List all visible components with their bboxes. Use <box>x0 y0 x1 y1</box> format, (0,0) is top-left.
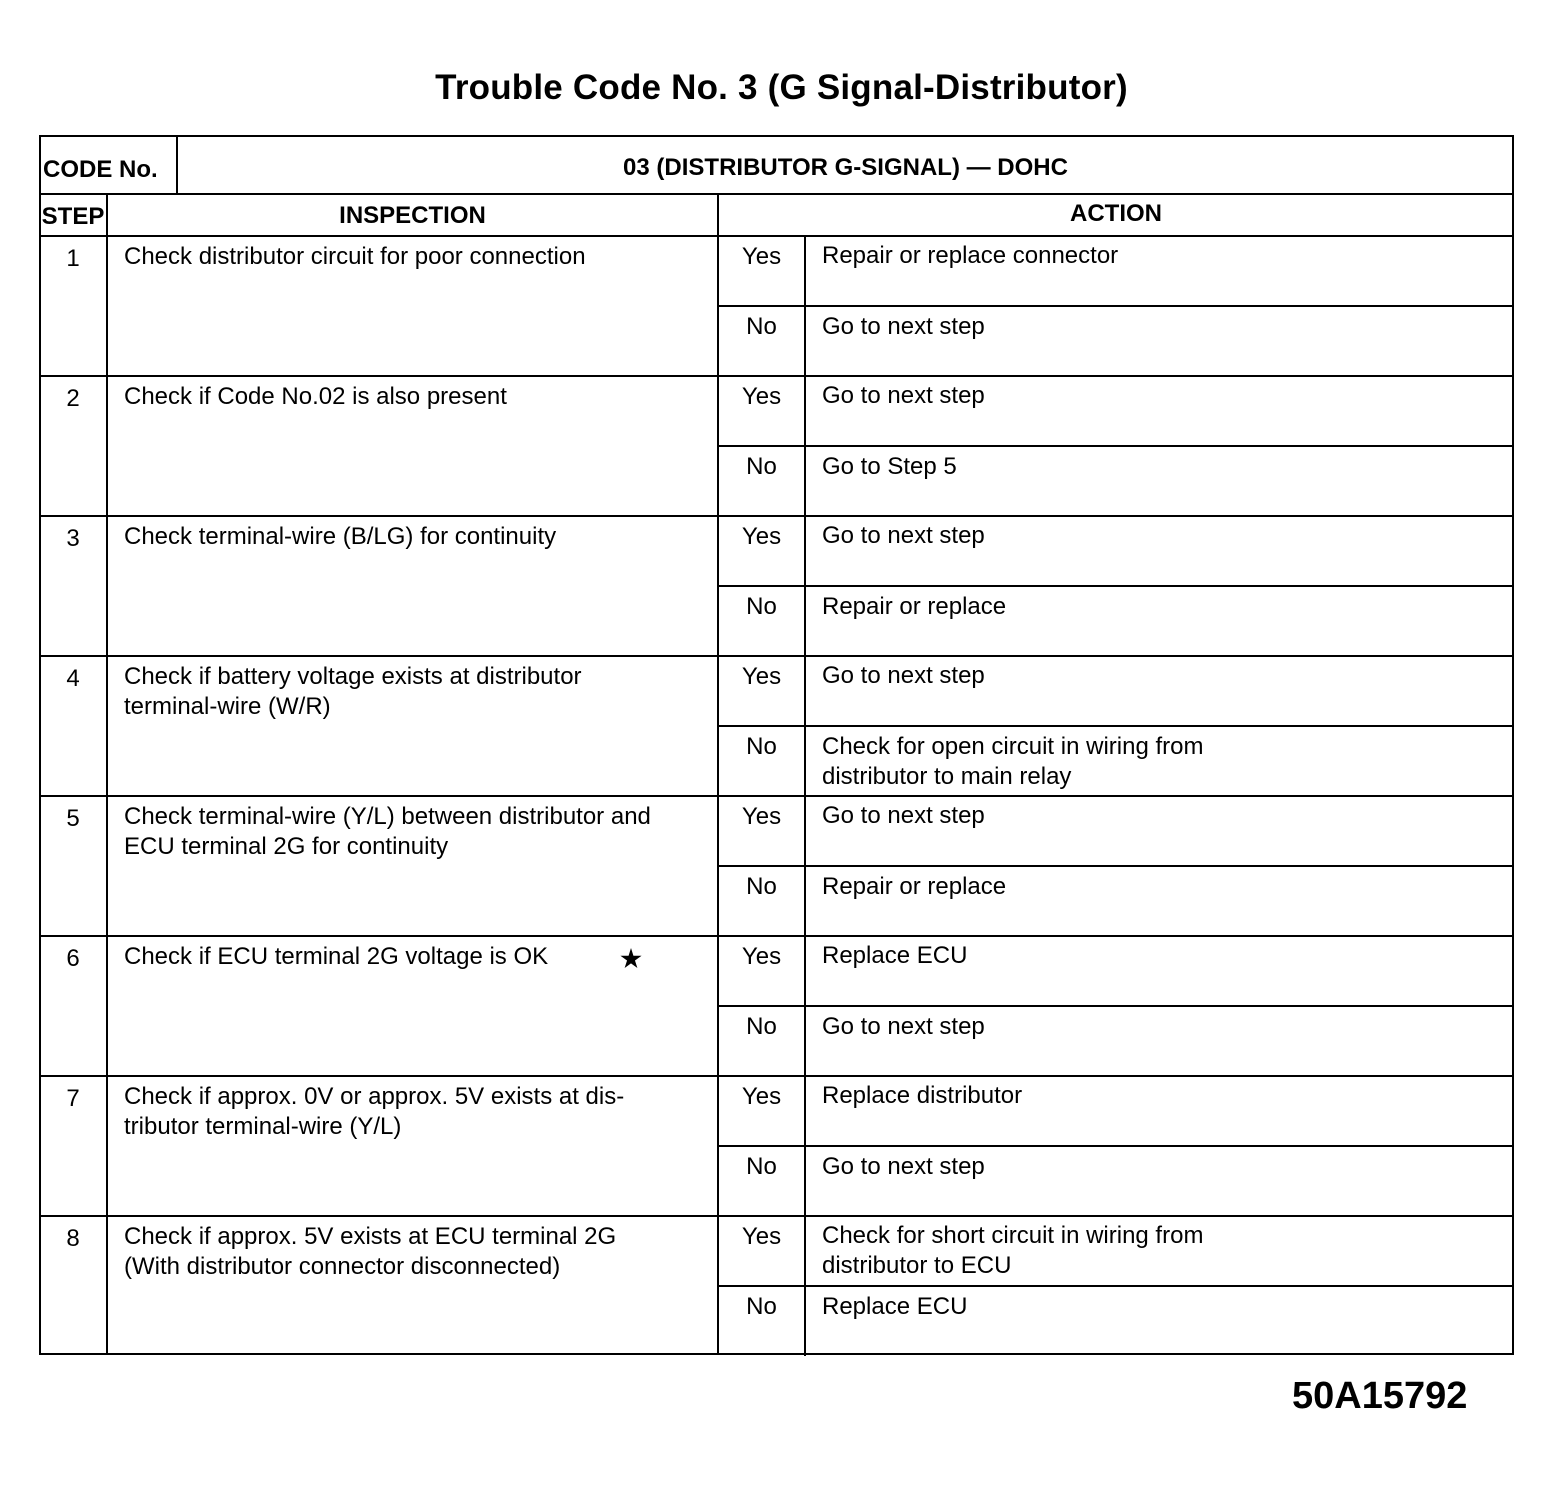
yes-action-text: Go to next step <box>822 382 985 409</box>
step-number: 7 <box>66 1085 80 1112</box>
no-label: No <box>746 1013 777 1040</box>
header-row-divider <box>39 235 1514 237</box>
yes-label: Yes <box>741 663 782 690</box>
step-number: 5 <box>66 805 80 832</box>
yes-action-text: Repair or replace connector <box>822 242 1119 269</box>
inspection-text: Check if Code No.02 is also present <box>124 383 507 410</box>
no-label: No <box>746 593 777 620</box>
no-label: No <box>746 1153 777 1180</box>
step-row-divider <box>39 795 1514 797</box>
inspection-text: Check if battery voltage exists at distributor terminal-wire (W/R) <box>124 663 582 720</box>
step-number: 4 <box>66 665 80 692</box>
step-row-divider <box>39 375 1514 377</box>
yes-action-text: Go to next step <box>822 802 985 829</box>
no-action-text: Repair or replace <box>822 873 1007 900</box>
code-row-divider <box>39 193 1514 195</box>
yes-no-divider <box>718 445 1514 447</box>
yes-no-divider <box>718 725 1514 727</box>
yes-label: Yes <box>741 243 782 270</box>
header-inspection: INSPECTION <box>339 202 486 229</box>
yes-action-text: Replace ECU <box>822 942 968 969</box>
step-number: 8 <box>66 1225 80 1252</box>
step-number: 3 <box>66 525 80 552</box>
yes-no-divider <box>718 585 1514 587</box>
step-row-divider <box>39 1075 1514 1077</box>
inspection-text: Check if approx. 5V exists at ECU terminal 2G (With distributor connector disconnected) <box>124 1223 617 1280</box>
step-row-divider <box>39 1215 1514 1217</box>
header-step: STEP <box>41 203 105 230</box>
inspection-text: Check if approx. 0V or approx. 5V exists at dis- tributor terminal-wire (Y/L) <box>124 1083 625 1140</box>
no-action-text: Go to Step 5 <box>822 453 957 480</box>
yes-label: Yes <box>741 943 782 970</box>
yes-label: Yes <box>741 803 782 830</box>
step-number: 1 <box>66 245 80 272</box>
yes-action-text: Go to next step <box>822 662 985 689</box>
no-action-text: Repair or replace <box>822 593 1007 620</box>
no-label: No <box>746 453 777 480</box>
code-value: 03 (DISTRIBUTOR G-SIGNAL) — DOHC <box>623 154 1068 181</box>
no-label: No <box>746 733 777 760</box>
yes-action-text: Go to next step <box>822 522 985 549</box>
yes-no-divider <box>718 1145 1514 1147</box>
yes-label: Yes <box>741 1083 782 1110</box>
no-action-text: Go to next step <box>822 1153 985 1180</box>
step-number: 2 <box>66 385 80 412</box>
yes-label: Yes <box>741 523 782 550</box>
yes-no-divider <box>718 1005 1514 1007</box>
step-row-divider <box>39 655 1514 657</box>
header-action: ACTION <box>1070 200 1162 227</box>
yes-no-divider <box>718 1285 1514 1287</box>
inspection-text: Check distributor circuit for poor connection <box>124 243 586 270</box>
no-action-text: Check for open circuit in wiring from distributor to main relay <box>822 733 1204 790</box>
yes-label: Yes <box>741 1223 782 1250</box>
yes-action-text: Replace distributor <box>822 1082 1023 1109</box>
no-action-text: Go to next step <box>822 313 985 340</box>
step-number: 6 <box>66 945 80 972</box>
yes-no-divider <box>718 865 1514 867</box>
code-label: CODE No. <box>43 156 158 183</box>
page-title: Trouble Code No. 3 (G Signal-Distributor) <box>435 68 1128 107</box>
inspection-text: Check terminal-wire (B/LG) for continuity <box>124 523 557 550</box>
yes-action-text: Check for short circuit in wiring from distributor to ECU <box>822 1222 1204 1279</box>
step-row-divider <box>39 935 1514 937</box>
step-column-divider <box>106 194 108 1355</box>
yes-label: Yes <box>741 383 782 410</box>
inspection-text: Check if ECU terminal 2G voltage is OK <box>124 943 549 970</box>
no-action-text: Go to next step <box>822 1013 985 1040</box>
figure-id: 50A15792 <box>1292 1375 1468 1417</box>
no-action-text: Replace ECU <box>822 1293 968 1320</box>
no-label: No <box>746 873 777 900</box>
yes-no-divider <box>718 305 1514 307</box>
inspection-text: Check terminal-wire (Y/L) between distributor and ECU terminal 2G for continuity <box>124 803 651 860</box>
step-row-divider <box>39 515 1514 517</box>
no-label: No <box>746 313 777 340</box>
no-label: No <box>746 1293 777 1320</box>
